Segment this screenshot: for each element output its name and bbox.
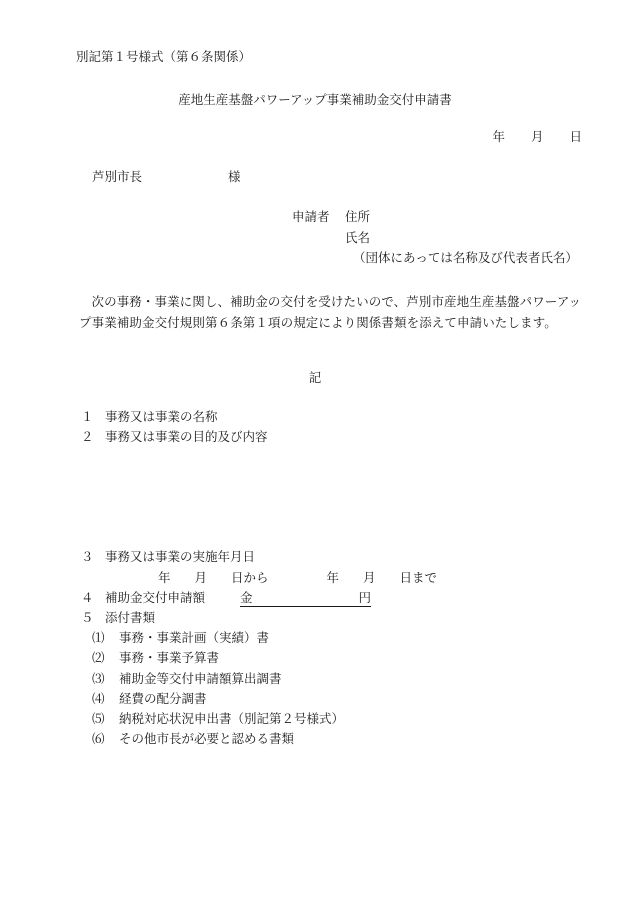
applicant-address-label: 住所 — [345, 209, 371, 224]
attachment-item — [92, 652, 219, 665]
applicant-name-label: 氏名 — [345, 230, 371, 245]
addressee-honorific: 様 — [228, 169, 241, 184]
amount-suffix: 円 — [358, 590, 371, 605]
amount-prefix: 金 — [240, 590, 253, 605]
addressee — [92, 171, 241, 184]
item-text: 事務又は事業の実施年月日 — [105, 549, 256, 564]
item-text: 事務又は事業の名称 — [105, 409, 218, 424]
attachment-text: その他市長が必要と認める書類 — [119, 731, 295, 746]
attachment-number: ⑶ — [92, 671, 105, 686]
attachment-number: ⑹ — [92, 731, 105, 746]
period-end-day: 日まで — [399, 570, 438, 585]
amount-field — [240, 592, 371, 607]
period-start-year: 年 — [158, 570, 171, 585]
attachment-number: ⑸ — [92, 711, 105, 726]
application-body-text: 次の事務・事業に関し、補助金の交付を受けたいので、芦別市産地生産基盤パワーアップ事業補助金交付規則第６条第１項の規定により関係書類を添えて申請いたします。 — [79, 294, 582, 330]
attachment-text: 補助金等交付申請額算出調書 — [119, 671, 282, 686]
applicant-group-note: （団体にあっては名称及び代表者氏名） — [353, 250, 578, 265]
item-number: ２ — [81, 429, 94, 444]
item-project-name — [81, 411, 218, 424]
item-text: 事務又は事業の目的及び内容 — [105, 429, 268, 444]
document-title: 産地生産基盤パワーアップ事業補助金交付申請書 — [178, 92, 452, 107]
attachment-number: ⑴ — [92, 630, 105, 645]
period-end-month: 月 — [363, 570, 376, 585]
item-number: １ — [81, 409, 94, 424]
item-project-date — [81, 551, 255, 564]
date-day-label: 日 — [569, 129, 582, 144]
attachment-text: 事務・事業予算書 — [119, 650, 220, 665]
applicant-label: 申請者 — [292, 209, 330, 224]
attachment-item — [92, 733, 294, 746]
item-attachments — [81, 612, 155, 625]
implementation-period — [158, 572, 457, 585]
date-month-label: 月 — [530, 129, 544, 144]
item-text: 補助金交付申請額 — [105, 590, 206, 605]
period-start-day: 日から — [231, 570, 269, 585]
item-number: ５ — [81, 610, 94, 625]
date-line — [492, 131, 582, 144]
attachment-item — [92, 693, 207, 706]
attachment-number: ⑷ — [92, 691, 105, 706]
attachment-text: 納税対応状況申出書（別記第２号様式） — [119, 711, 345, 726]
attachment-item — [92, 673, 282, 686]
attachment-text: 経費の配分調書 — [119, 691, 207, 706]
period-start-month: 月 — [194, 570, 208, 585]
item-number: ４ — [81, 590, 94, 605]
period-end-year: 年 — [326, 570, 340, 585]
item-text: 添付書類 — [105, 610, 156, 625]
item-requested-amount — [81, 592, 205, 605]
addressee-name: 芦別市長 — [92, 169, 143, 184]
attachment-item — [92, 713, 344, 726]
attachment-number: ⑵ — [92, 650, 105, 665]
item-number: ３ — [81, 549, 94, 564]
attachment-text: 事務・事業計画（実績）書 — [119, 630, 270, 645]
item-project-purpose — [81, 431, 268, 444]
ki-heading: 記 — [308, 370, 322, 385]
date-year-label: 年 — [492, 129, 505, 144]
attachment-item — [92, 632, 269, 645]
form-number: 別記第１号様式（第６条関係） — [76, 49, 252, 64]
